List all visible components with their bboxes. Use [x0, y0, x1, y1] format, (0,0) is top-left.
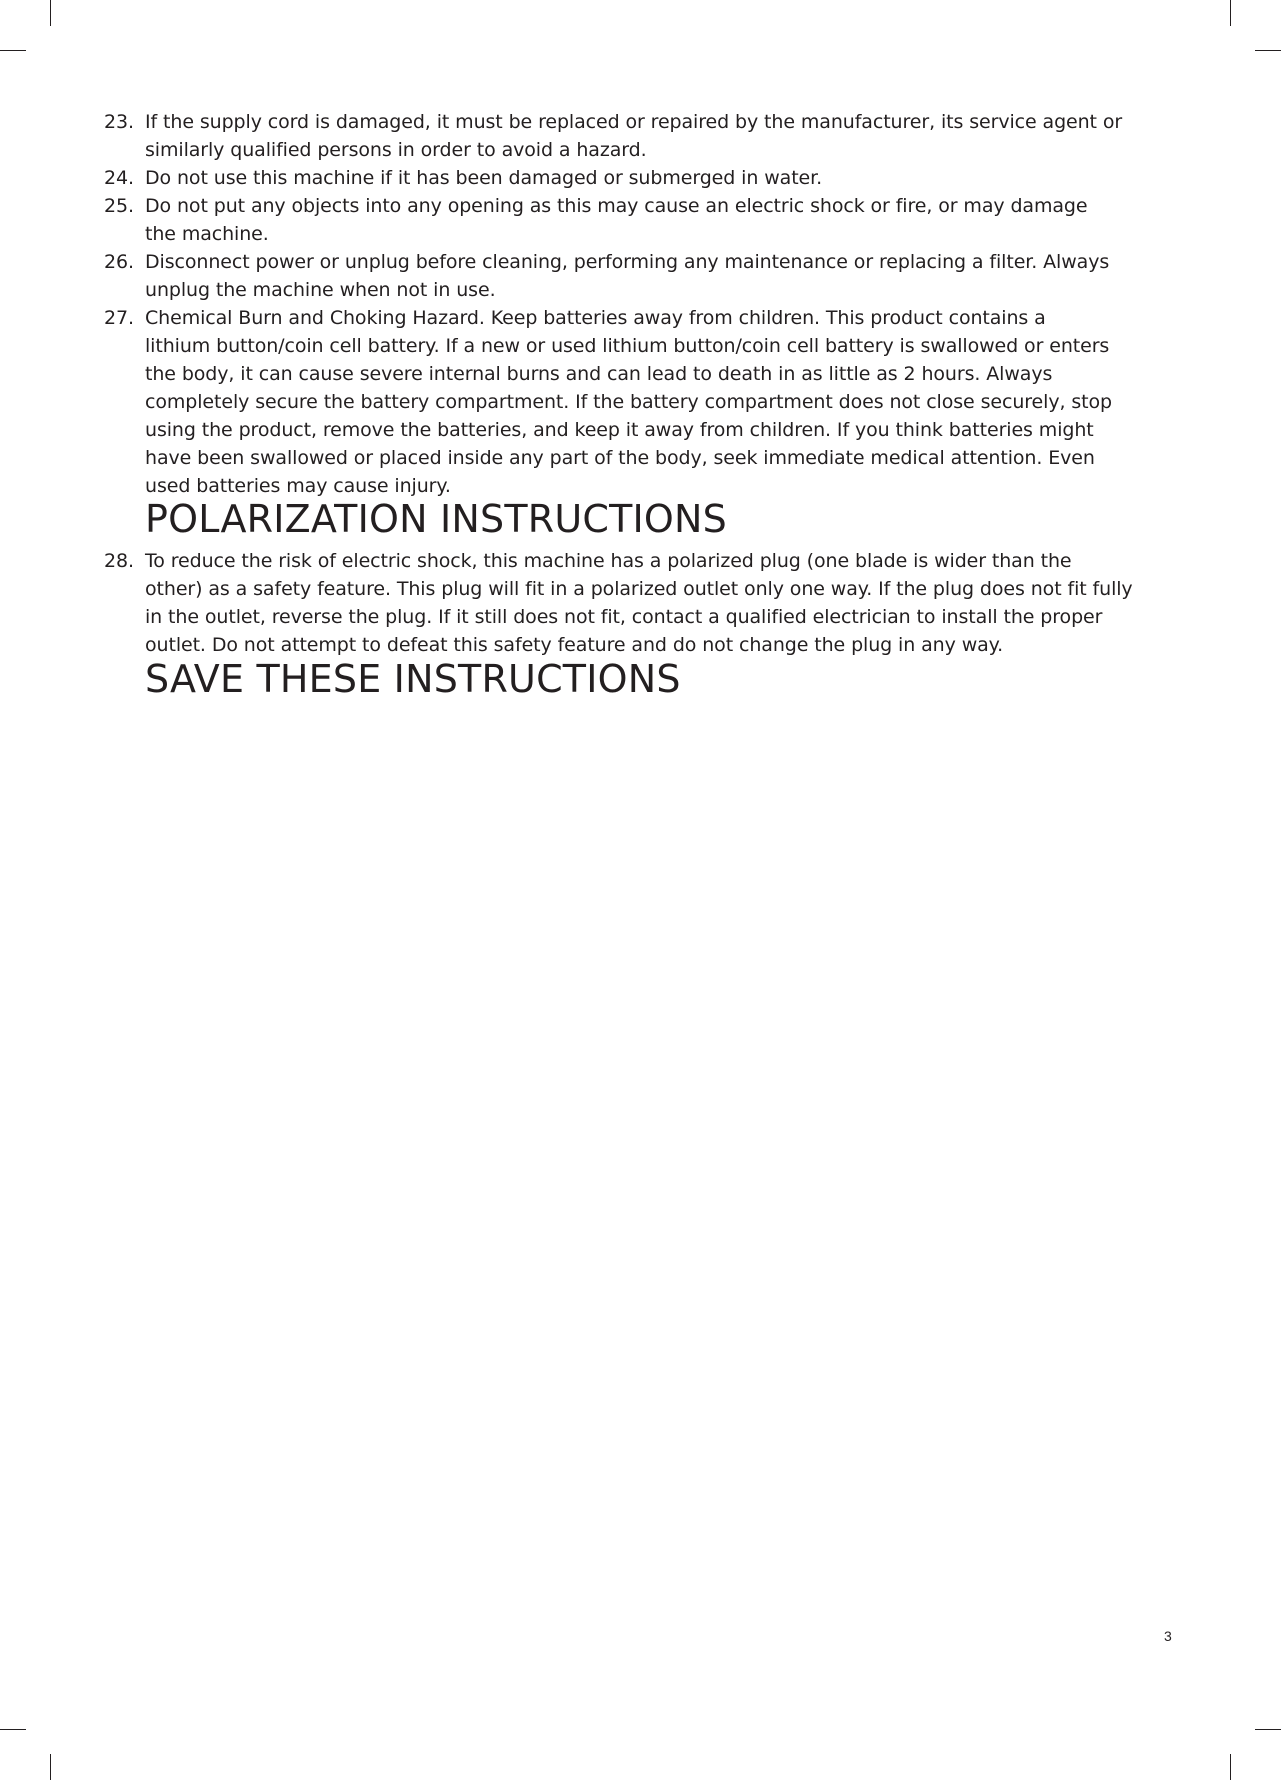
- crop-mark-top-right-h: [1255, 50, 1281, 51]
- item-text: [145, 164, 1175, 192]
- item-text-line: outlet. Do not attempt to defeat this safety feature and do not change the plug in any way.: [145, 634, 1004, 656]
- item-text: [145, 304, 1175, 500]
- crop-mark-top-right: [1230, 0, 1231, 26]
- item-text-line: lithium button/coin cell battery. If a new or used lithium button/coin cell battery is swallowed or enters: [145, 335, 1110, 357]
- item-text-line: used batteries may cause injury.: [145, 475, 451, 497]
- item-text-line: Chemical Burn and Choking Hazard. Keep batteries away from children. This product contains a: [145, 307, 1046, 329]
- crop-mark-top-left-h: [0, 50, 26, 51]
- polarization-heading: POLARIZATION INSTRUCTIONS: [145, 497, 727, 541]
- item-text: [145, 547, 1175, 659]
- item-text-line: completely secure the battery compartment. If the battery compartment does not close securely, stop: [145, 391, 1112, 413]
- crop-mark-bottom-right: [1230, 1754, 1231, 1780]
- item-number: 23.: [104, 111, 134, 133]
- item-text-line: the body, it can cause severe internal burns and can lead to death in as little as 2 hours. Always: [145, 363, 1053, 385]
- item-text-line: unplug the machine when not in use.: [145, 279, 496, 301]
- crop-mark-bottom-left-h: [0, 1729, 26, 1730]
- item-text: [145, 192, 1175, 248]
- item-text-line: Do not use this machine if it has been damaged or submerged in water.: [145, 167, 823, 189]
- item-text-line: similarly qualified persons in order to avoid a hazard.: [145, 139, 647, 161]
- crop-mark-top-left: [50, 0, 51, 26]
- item-text: [145, 108, 1175, 164]
- item-number: 27.: [104, 307, 134, 329]
- item-text-line: have been swallowed or placed inside any part of the body, seek immediate medical attention. Even: [145, 447, 1095, 469]
- item-number: 25.: [104, 195, 134, 217]
- item-number: 26.: [104, 251, 134, 273]
- item-text-line: other) as a safety feature. This plug will fit in a polarized outlet only one way. If the plug does not fit fully: [145, 578, 1133, 600]
- page-number: 3: [1164, 1628, 1172, 1644]
- save-instructions-heading: SAVE THESE INSTRUCTIONS: [145, 657, 681, 701]
- crop-mark-bottom-left: [50, 1754, 51, 1780]
- item-text-line: If the supply cord is damaged, it must be replaced or repaired by the manufacturer, its service agent or: [145, 111, 1123, 133]
- item-number: 28.: [104, 550, 134, 572]
- item-text: [145, 248, 1175, 304]
- item-text-line: in the outlet, reverse the plug. If it still does not fit, contact a qualified electrician to install the proper: [145, 606, 1103, 628]
- item-text-line: Disconnect power or unplug before cleaning, performing any maintenance or replacing a filter. Always: [145, 251, 1110, 273]
- item-number: 24.: [104, 167, 134, 189]
- item-text-line: Do not put any objects into any opening as this may cause an electric shock or fire, or may damage: [145, 195, 1088, 217]
- item-text-line: using the product, remove the batteries, and keep it away from children. If you think batteries might: [145, 419, 1094, 441]
- crop-mark-bottom-right-h: [1255, 1729, 1281, 1730]
- item-text-line: To reduce the risk of electric shock, this machine has a polarized plug (one blade is wider than the: [145, 550, 1072, 572]
- item-text-line: the machine.: [145, 223, 269, 245]
